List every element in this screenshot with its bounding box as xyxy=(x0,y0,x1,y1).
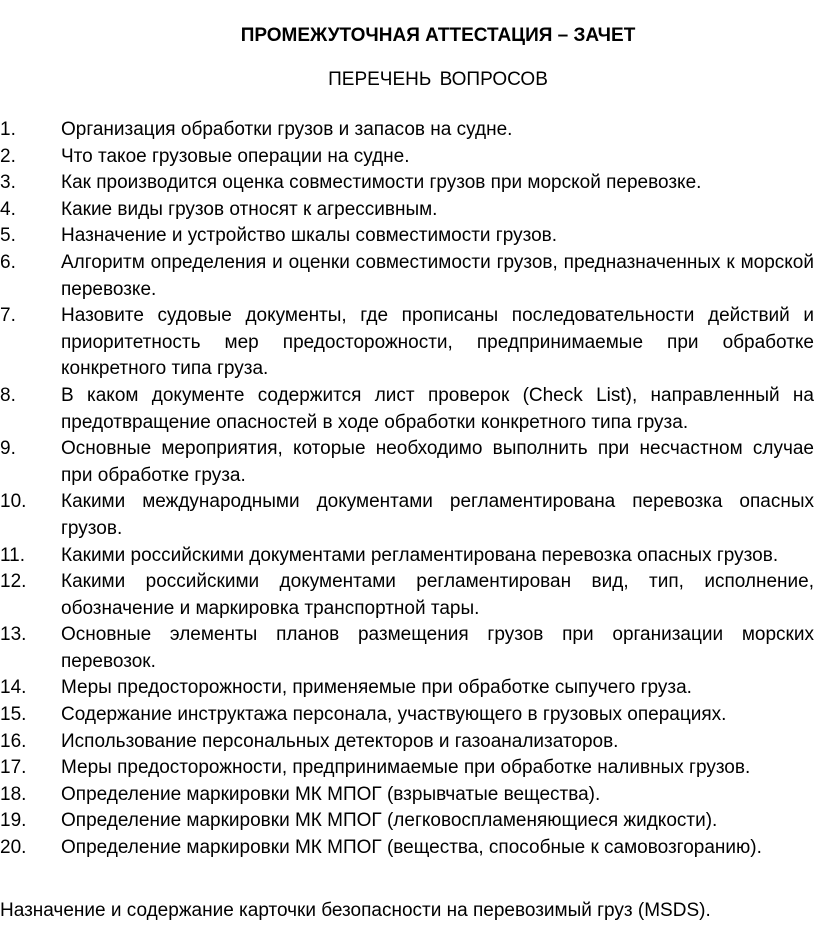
question-item xyxy=(0,144,816,171)
question-number: 1. xyxy=(0,119,16,140)
question-item xyxy=(0,543,816,570)
question-number: 3. xyxy=(0,172,16,194)
question-item xyxy=(0,569,816,622)
question-text: Определение маркировки МК МПОГ (взрывчатые вещества). xyxy=(61,783,601,805)
question-text: Использование персональных детекторов и газоанализаторов. xyxy=(61,730,619,752)
trailing-question: Назначение и содержание карточки безопасности на перевозимый груз (MSDS). xyxy=(0,900,711,921)
question-item xyxy=(0,170,816,197)
question-item xyxy=(0,250,816,303)
question-number: 8. xyxy=(0,384,16,406)
question-text: Алгоритм определения и оценки совместимости грузов, предназначенных к морской перевозке. xyxy=(61,251,814,300)
question-item xyxy=(0,489,816,542)
question-number: 6. xyxy=(0,251,16,273)
question-item xyxy=(0,702,816,729)
question-text: Содержание инструктажа персонала, участвующего в грузовых операциях. xyxy=(61,704,727,726)
question-text: Какими российскими документами регламентирован вид, тип, исполнение, обозначение и маркировка транспортной тары. xyxy=(61,571,814,619)
question-text: Организация обработки грузов и запасов на судне. xyxy=(61,119,513,140)
question-item xyxy=(0,782,816,809)
question-number: 5. xyxy=(0,225,16,247)
document-title: ПРОМЕЖУТОЧНАЯ АТТЕСТАЦИЯ – ЗАЧЕТ xyxy=(240,25,636,46)
question-item xyxy=(0,835,816,862)
question-text: Какими международными документами регламентирована перевозка опасных грузов. xyxy=(61,491,814,539)
question-text: Определение маркировки МК МПОГ (вещества, способные к самовозгоранию). xyxy=(61,837,762,859)
question-number: 11. xyxy=(0,544,26,566)
question-text: Как производится оценка совместимости грузов при морской перевозке. xyxy=(61,172,702,194)
question-number: 17. xyxy=(0,757,27,779)
question-number: 16. xyxy=(0,730,27,752)
question-text: В каком документе содержится лист проверок (Check List), направленный на предотвращение опасностей в ходе обработки конкретного типа груза. xyxy=(61,384,814,433)
question-number: 14. xyxy=(0,677,27,699)
question-item xyxy=(0,808,816,835)
question-number: 12. xyxy=(0,571,27,593)
question-item xyxy=(0,383,816,436)
question-item xyxy=(0,436,816,489)
question-number: 7. xyxy=(0,305,16,327)
question-list xyxy=(0,117,816,862)
question-number: 18. xyxy=(0,783,27,805)
question-item xyxy=(0,117,816,144)
question-text: Меры предосторожности, применяемые при обработке сыпучего груза. xyxy=(61,677,692,699)
question-item xyxy=(0,223,816,250)
question-number: 2. xyxy=(0,145,16,167)
question-text: Меры предосторожности, предпринимаемые при обработке наливных грузов. xyxy=(61,757,751,779)
question-text: Какие виды грузов относят к агрессивным. xyxy=(61,198,438,220)
document-subtitle: ПЕРЕЧЕНЬ ВОПРОСОВ xyxy=(328,69,548,90)
question-number: 13. xyxy=(0,624,27,646)
question-text: Основные элементы планов размещения грузов при организации морских перевозок. xyxy=(61,624,814,672)
question-text: Основные мероприятия, которые необходимо выполнить при несчастном случае при обработке груза. xyxy=(61,438,814,486)
question-number: 20. xyxy=(0,837,27,859)
question-number: 10. xyxy=(0,491,27,513)
question-number: 15. xyxy=(0,704,27,726)
question-text: Определение маркировки МК МПОГ (легковоспламеняющиеся жидкости). xyxy=(61,810,718,832)
question-item xyxy=(0,303,816,383)
question-item xyxy=(0,622,816,675)
question-text: Что такое грузовые операции на судне. xyxy=(61,145,410,167)
question-item xyxy=(0,755,816,782)
question-number: 19. xyxy=(0,810,27,832)
question-number: 4. xyxy=(0,198,16,220)
question-item xyxy=(0,197,816,224)
question-text: Назовите судовые документы, где прописаны последовательности действий и приоритетность мер предосторожности, предпринимаемые при обработке конкретного типа груза. xyxy=(61,305,814,380)
question-item xyxy=(0,675,816,702)
question-number: 9. xyxy=(0,438,16,460)
question-text: Назначение и устройство шкалы совместимости грузов. xyxy=(61,225,558,247)
question-text: Какими российскими документами регламентирована перевозка опасных грузов. xyxy=(61,544,779,566)
question-item xyxy=(0,729,816,756)
